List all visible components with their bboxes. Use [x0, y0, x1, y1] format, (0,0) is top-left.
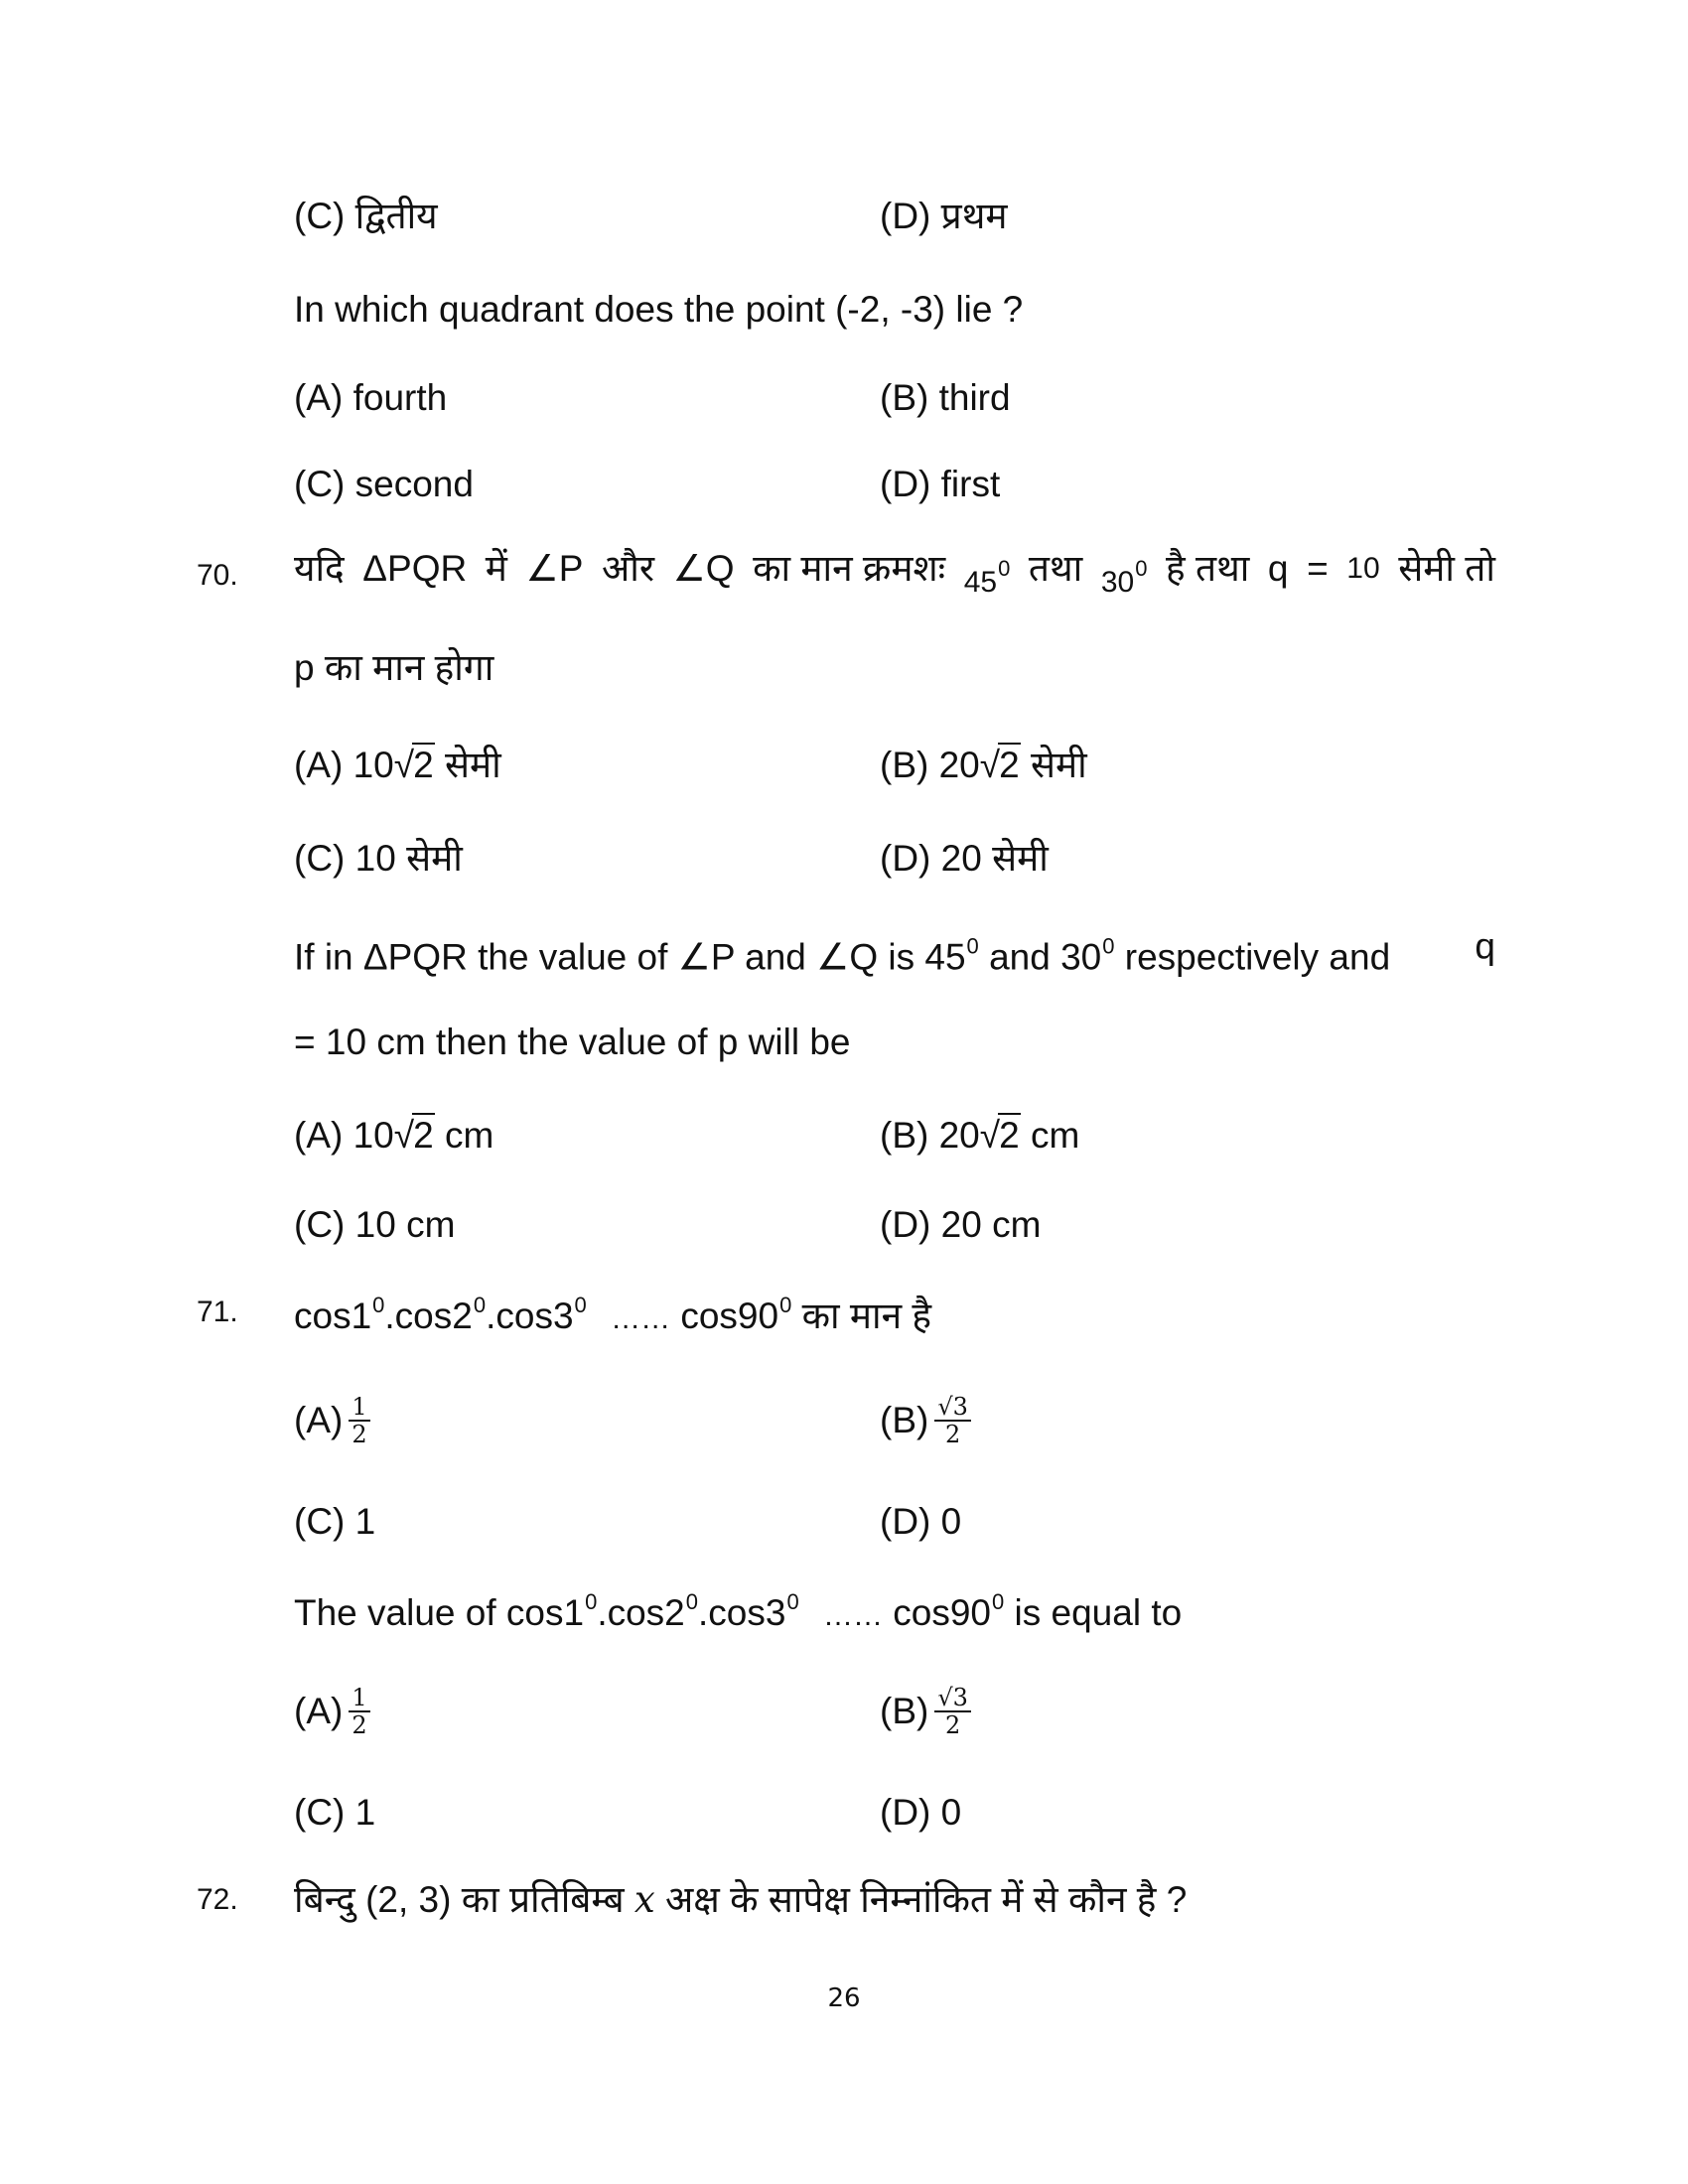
sqrt-symbol: √2 [979, 1115, 1020, 1156]
option-text: second [354, 464, 474, 504]
value: 45 [963, 566, 998, 599]
option-label: (A) [294, 745, 344, 785]
fraction [349, 1394, 369, 1447]
q70-english-option-b [880, 1114, 1079, 1158]
question-number-71: 71. [197, 1296, 238, 1328]
text: cos90 [893, 1592, 991, 1633]
denominator: 2 [944, 1421, 961, 1448]
degree-superscript: 0 [991, 1589, 1005, 1614]
degree-superscript: 0 [473, 1293, 487, 1317]
text: cos90 [680, 1296, 779, 1336]
q71-hindi-question [294, 1284, 931, 1341]
option-label: (C) [294, 1204, 346, 1245]
text: .cos2 [597, 1592, 685, 1633]
q71-english-option-c [294, 1791, 375, 1835]
text: .cos3 [698, 1592, 786, 1633]
degree-superscript: 0 [685, 1589, 698, 1614]
fraction [934, 1685, 971, 1738]
degree-superscript: 0 [585, 1589, 598, 1614]
option-unit: सेमी [1030, 745, 1087, 785]
option-text: 20 cm [940, 1204, 1042, 1245]
word: में [485, 548, 507, 589]
text: and 30 [978, 936, 1102, 978]
ellipsis: …… [611, 1302, 671, 1335]
angle-30 [1101, 547, 1148, 605]
option-text: द्वितीय [354, 196, 438, 236]
option-text: 1 [354, 1501, 376, 1542]
option-label: (C) [294, 464, 346, 504]
english-text [294, 925, 1390, 980]
word: = [1307, 548, 1329, 589]
page-number: 26 [827, 1983, 861, 2013]
text: .cos3 [486, 1296, 574, 1336]
word: q [1267, 548, 1289, 589]
numerator: √3 [934, 1685, 971, 1712]
degree-superscript: 0 [1102, 933, 1115, 959]
numerator: √3 [934, 1394, 971, 1422]
degree-superscript: 0 [998, 556, 1011, 581]
text: का मान है [801, 1296, 932, 1336]
option-label: (B) [880, 1690, 929, 1731]
q71-english-option-d [880, 1791, 961, 1835]
denominator: 2 [352, 1421, 367, 1448]
option-label: (B) [880, 377, 929, 418]
question-number-72: 72. [197, 1883, 238, 1916]
text: बिन्दु (2, 3) का प्रतिबिम्ब [294, 1879, 625, 1920]
option-text: प्रथम [940, 196, 1008, 236]
option-unit: cm [1030, 1115, 1080, 1156]
word: ΔPQR [362, 548, 468, 589]
text: .cos2 [384, 1296, 473, 1336]
variable-x: x [633, 1878, 655, 1921]
option-label: (D) [880, 464, 931, 504]
word: यदि [294, 548, 345, 589]
q71-english-question [294, 1580, 1182, 1638]
numerator: 1 [349, 1685, 369, 1712]
option-label: (B) [880, 1399, 929, 1440]
q70-hindi-question-line1 [294, 547, 1495, 605]
radicand: 2 [999, 745, 1020, 785]
word: का मान क्रमशः [753, 548, 946, 589]
option-label: (D) [880, 838, 931, 879]
q71-hindi-option-d [880, 1500, 961, 1544]
word: और [601, 548, 654, 589]
radicand: 2 [413, 1115, 434, 1156]
ellipsis: …… [822, 1599, 883, 1632]
q69-hindi-option-c [294, 195, 438, 238]
option-text: 0 [940, 1501, 962, 1542]
option-label: (A) [294, 1115, 344, 1156]
q70-english-option-c [294, 1203, 455, 1247]
q69-english-option-a [294, 376, 447, 420]
sqrt-symbol: √2 [393, 745, 434, 785]
denominator: 2 [352, 1711, 367, 1739]
radicand: 2 [413, 745, 434, 785]
option-label: (A) [294, 377, 344, 418]
option-text: 20 सेमी [940, 838, 1049, 879]
word: तथा [1028, 548, 1083, 589]
option-text: third [938, 377, 1011, 418]
word: सेमी तो [1398, 548, 1495, 589]
fraction [934, 1394, 971, 1447]
q71-english-option-a [294, 1684, 370, 1740]
q71-english-option-b [880, 1684, 971, 1740]
q71-hindi-option-c [294, 1500, 375, 1544]
option-label: (C) [294, 196, 346, 236]
degree-superscript: 0 [786, 1589, 799, 1614]
value: 30 [1100, 566, 1135, 599]
option-coefficient: 10 [352, 745, 394, 785]
option-coefficient: 20 [938, 1115, 980, 1156]
text: अक्ष के सापेक्ष निम्नांकित में से कौन है ? [665, 1879, 1188, 1920]
word: ∠P [525, 548, 584, 589]
degree-superscript: 0 [372, 1293, 385, 1317]
q70-hindi-option-a [294, 744, 501, 787]
text: cos1 [294, 1296, 372, 1336]
option-label: (D) [880, 1204, 931, 1245]
option-text: 1 [354, 1792, 376, 1833]
angle-45 [964, 547, 1011, 605]
option-label: (C) [294, 838, 346, 879]
option-label: (A) [294, 1690, 344, 1731]
text: The value of cos1 [294, 1592, 585, 1633]
option-coefficient: 20 [938, 745, 980, 785]
option-coefficient: 10 [352, 1115, 394, 1156]
q70-hindi-option-c [294, 837, 463, 881]
q69-hindi-option-d [880, 195, 1007, 238]
option-label: (A) [294, 1399, 344, 1440]
option-label: (B) [880, 745, 929, 785]
q70-hindi-option-d [880, 837, 1049, 881]
variable-q: q [1475, 925, 1495, 967]
q70-english-question-line2: = 10 cm then the value of p will be [294, 1022, 851, 1062]
q69-english-option-c [294, 463, 474, 506]
sqrt-symbol: √2 [979, 745, 1020, 785]
sqrt-symbol: √2 [393, 1115, 434, 1156]
degree-superscript: 0 [1135, 556, 1148, 581]
degree-superscript: 0 [779, 1293, 792, 1317]
radicand: 2 [999, 1115, 1020, 1156]
q71-hindi-option-a [294, 1393, 370, 1449]
text: is equal to [1014, 1592, 1183, 1633]
degree-superscript: 0 [574, 1293, 587, 1317]
option-text: fourth [352, 377, 448, 418]
option-label: (C) [294, 1501, 346, 1542]
option-text: first [940, 464, 1001, 504]
q70-hindi-question-line2: p का मान होगा [294, 647, 494, 688]
option-label: (D) [880, 196, 931, 236]
option-text: 10 cm [354, 1204, 456, 1245]
option-label: (D) [880, 1501, 931, 1542]
denominator: 2 [944, 1711, 961, 1739]
value: 10 [1346, 552, 1380, 585]
option-text: 0 [940, 1792, 962, 1833]
q70-english-option-a [294, 1114, 493, 1158]
q71-hindi-option-b [880, 1393, 971, 1449]
text: respectively and [1114, 936, 1391, 978]
word: है तथा [1166, 548, 1250, 589]
option-label: (C) [294, 1792, 346, 1833]
q69-english-question: In which quadrant does the point (-2, -3) lie ? [294, 289, 1024, 330]
q70-hindi-option-b [880, 744, 1087, 787]
q69-english-option-d [880, 463, 1000, 506]
numerator: 1 [349, 1394, 369, 1422]
text: If in ΔPQR the value of ∠P and ∠Q is 45 [294, 936, 966, 978]
degree-superscript: 0 [966, 933, 979, 959]
option-text: 10 सेमी [354, 838, 463, 879]
q72-hindi-question [294, 1878, 1187, 1922]
word: ∠Q [672, 548, 735, 589]
fraction [349, 1685, 369, 1738]
q70-english-question-line1 [294, 925, 1495, 980]
option-label: (D) [880, 1792, 931, 1833]
question-number-70: 70. [197, 559, 238, 592]
option-label: (B) [880, 1115, 929, 1156]
option-unit: cm [444, 1115, 494, 1156]
option-unit: सेमी [444, 745, 501, 785]
q70-english-option-d [880, 1203, 1041, 1247]
q69-english-option-b [880, 376, 1011, 420]
